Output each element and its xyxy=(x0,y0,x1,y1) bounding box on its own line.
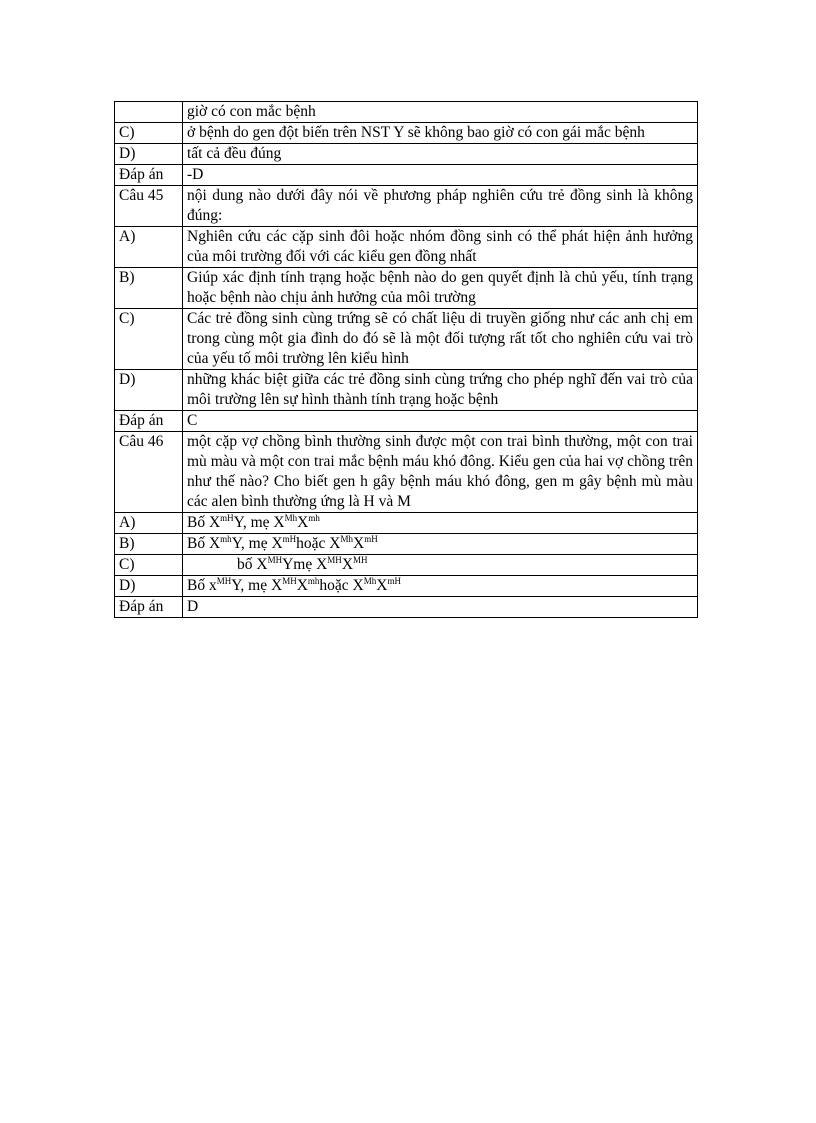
text-part: Bố x xyxy=(187,577,217,594)
superscript: mh xyxy=(307,576,320,586)
question-table xyxy=(114,101,698,618)
text-part: Y, mẹ X xyxy=(231,577,283,594)
text-part: Y, mẹ X xyxy=(231,535,283,552)
superscript: mH xyxy=(282,534,297,544)
question-label: Câu 45 xyxy=(115,186,183,227)
option-label: A) xyxy=(115,227,183,268)
superscript: MH xyxy=(216,576,232,586)
option-text: Nghiên cứu các cặp sinh đôi hoặc nhóm đồng sinh có thể phát hiện ảnh hưởng của môi trường đối với các kiểu gen đồng nhất xyxy=(183,227,698,268)
superscript: Mh xyxy=(284,513,298,523)
table-row xyxy=(115,555,698,576)
option-text: những khác biệt giữa các trẻ đồng sinh cùng trứng cho phép nghĩ đến vai trò của môi trường lên sự hình thành tính trạng hoặc bệnh xyxy=(183,370,698,411)
table-row xyxy=(115,102,698,123)
text-part: bố X xyxy=(237,556,268,573)
text-part: X xyxy=(352,535,365,552)
answer-label: Đáp án xyxy=(115,411,183,432)
option-label: D) xyxy=(115,370,183,411)
text-part: X xyxy=(297,514,309,531)
question-text: nội dung nào dưới đây nói về phương pháp nghiên cứu trẻ đồng sinh là không đúng: xyxy=(183,186,698,227)
row-label xyxy=(115,102,183,123)
table-row xyxy=(115,268,698,309)
superscript: mH xyxy=(387,576,401,586)
answer-label: Đáp án xyxy=(115,597,183,618)
table-row xyxy=(115,576,698,597)
text-part: hoặc X xyxy=(296,535,341,552)
table-row xyxy=(115,165,698,186)
option-text: Các trẻ đồng sinh cùng trứng sẽ có chất liệu di truyền giống như các anh chị em trong cùng một gia đình do đó sẽ là một đối tượng rất tốt cho nghiên cứu vai trò của yếu tố môi trường lên kiểu hình xyxy=(183,309,698,370)
answer-label: Đáp án xyxy=(115,165,183,186)
option-label: C) xyxy=(115,309,183,370)
superscript: mH xyxy=(364,534,378,544)
text-part: Bố X xyxy=(187,514,221,531)
row-text: giờ có con mắc bệnh xyxy=(183,102,698,123)
table-row xyxy=(115,534,698,555)
option-genotype xyxy=(183,555,698,576)
text-part: Ymẹ X xyxy=(282,556,328,573)
option-genotype xyxy=(183,534,698,555)
answer-value: D xyxy=(183,597,698,618)
table-row xyxy=(115,309,698,370)
table-row xyxy=(115,186,698,227)
text-part: hoặc X xyxy=(319,577,364,594)
row-text: tất cả đều đúng xyxy=(183,144,698,165)
table-row xyxy=(115,411,698,432)
superscript: MH xyxy=(353,555,368,565)
table-row xyxy=(115,513,698,534)
row-label: C) xyxy=(115,123,183,144)
row-label: D) xyxy=(115,144,183,165)
table-row xyxy=(115,144,698,165)
answer-value: C xyxy=(183,411,698,432)
superscript: Mh xyxy=(363,576,377,586)
option-label: C) xyxy=(115,555,183,576)
text-part: X xyxy=(296,577,308,594)
superscript: MH xyxy=(267,555,283,565)
option-label: A) xyxy=(115,513,183,534)
table-row xyxy=(115,123,698,144)
superscript: mH xyxy=(220,513,234,523)
option-genotype xyxy=(183,513,698,534)
option-label: B) xyxy=(115,534,183,555)
option-text: Giúp xác định tính trạng hoặc bệnh nào do gen quyết định là chủ yếu, tính trạng hoặc bệnh nào chịu ảnh hưởng của môi trường xyxy=(183,268,698,309)
text-part: X xyxy=(341,556,354,573)
table-row xyxy=(115,597,698,618)
option-label: D) xyxy=(115,576,183,597)
text-part: Y, mẹ X xyxy=(233,514,285,531)
superscript: MH xyxy=(282,576,297,586)
table-row xyxy=(115,227,698,268)
superscript: mh xyxy=(308,513,320,523)
superscript: MH xyxy=(327,555,342,565)
question-label: Câu 46 xyxy=(115,432,183,513)
answer-value: -D xyxy=(183,165,698,186)
text-part: X xyxy=(376,577,388,594)
table-row xyxy=(115,370,698,411)
superscript: Mh xyxy=(340,534,353,544)
option-label: B) xyxy=(115,268,183,309)
table-row xyxy=(115,432,698,513)
option-genotype xyxy=(183,576,698,597)
text-part: Bố X xyxy=(187,535,221,552)
row-text: ở bệnh do gen đột biến trên NST Y sẽ không bao giờ có con gái mắc bệnh xyxy=(183,123,698,144)
superscript: mh xyxy=(220,534,232,544)
question-text: một cặp vợ chồng bình thường sinh được một con trai bình thường, một con trai mù màu và một con trai mắc bệnh máu khó đông. Kiểu gen của hai vợ chồng trên như thế nào? Cho biết gen h gây bệnh máu khó đông, gen m gây bệnh mù màu các alen bình thường ứng là H và M xyxy=(183,432,698,513)
